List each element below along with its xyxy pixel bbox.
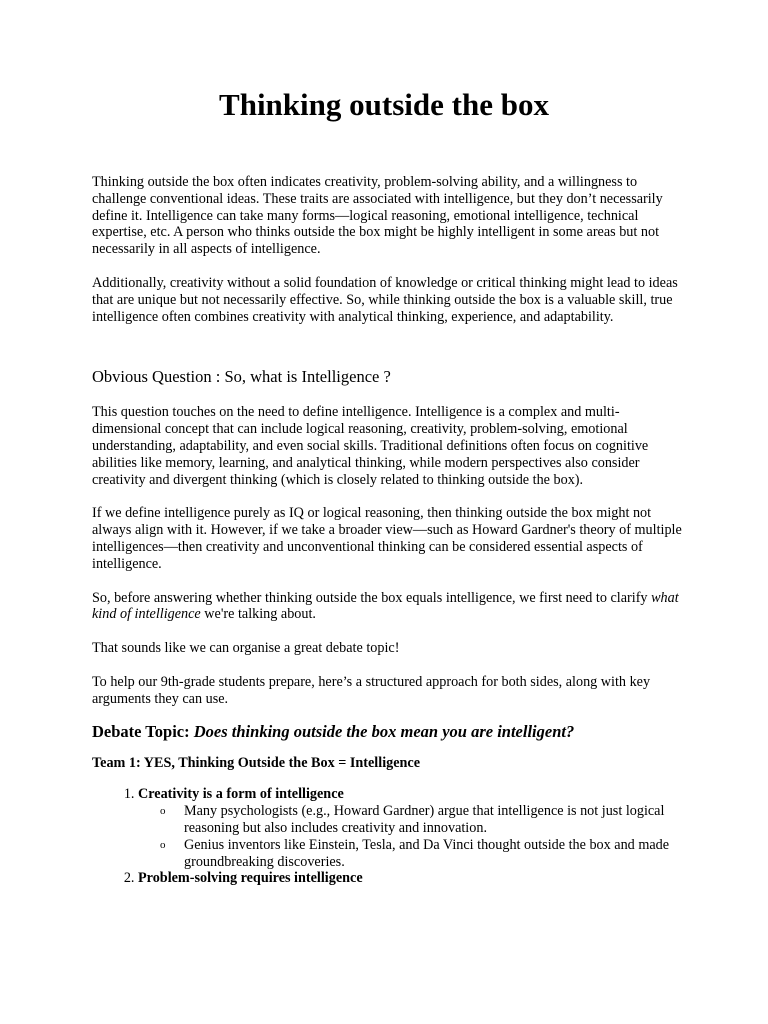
- bullet-circle-icon: o: [160, 805, 166, 818]
- paragraph-clarify: [92, 590, 686, 624]
- sub-point-text: Many psychologists (e.g., Howard Gardner) argue that intelligence is not just logical reasoning but also includes creativity and innovation.: [184, 803, 665, 836]
- argument-heading: Problem-solving requires intelligence: [138, 870, 363, 887]
- page-title: Thinking outside the box: [219, 87, 549, 122]
- heading-obvious-question: Obvious Question : So, what is Intelligence ?: [92, 367, 391, 387]
- clarify-text-after: we're talking about.: [200, 606, 316, 623]
- argument-heading: Creativity is a form of intelligence: [138, 786, 344, 803]
- team-1-arguments-list: [92, 786, 686, 887]
- sub-point: [138, 803, 686, 837]
- paragraph-additionally: Additionally, creativity without a solid foundation of knowledge or critical thinking might lead to ideas that are unique but not necessarily effective. So, while thinking outside the box is a valuable skill, true intelligence often combines creativity with analytical thinking, experience, and adaptability.: [92, 274, 678, 325]
- bullet-circle-icon: o: [160, 838, 166, 851]
- paragraph-intro: Thinking outside the box often indicates creativity, problem-solving ability, and a willingness to challenge conventional ideas. These traits are associated with intelligence, but they don’t necessarily define it. Intelligence can take many forms—logical reasoning, emotional intelligence, technical expertise, etc. A person who thinks outside the box might be highly intelligent in some areas but not necessarily in all aspects of intelligence.: [92, 174, 663, 258]
- heading-team-1: Team 1: YES, Thinking Outside the Box = Intelligence: [92, 754, 421, 771]
- sub-point: [138, 837, 686, 871]
- paragraph-structured-approach: To help our 9th-grade students prepare, here’s a structured approach for both sides, along with key arguments they can use.: [92, 673, 651, 707]
- heading-debate-topic: [92, 722, 686, 742]
- document-body: [92, 174, 686, 887]
- paragraph-iq: If we define intelligence purely as IQ or logical reasoning, then thinking outside the box might not always align with it. However, if we take a broader view—such as Howard Gardner's theory of multiple intelligences—then creativity and unconventional thinking can be considered essential aspects of intelligence.: [92, 505, 682, 572]
- debate-topic-label: Debate Topic:: [92, 721, 194, 741]
- argument-sub-list: [138, 803, 686, 870]
- argument-item: [138, 870, 686, 887]
- paragraph-debate-idea: That sounds like we can organise a great debate topic!: [92, 640, 400, 657]
- clarify-text-italic: what kind of intelligence: [92, 589, 679, 623]
- debate-topic-question: Does thinking outside the box mean you are intelligent?: [193, 721, 575, 741]
- paragraph-definition: This question touches on the need to define intelligence. Intelligence is a complex and multi-dimensional concept that can include logical reasoning, creativity, problem-solving, emotional understanding, adaptability, and even social skills. Traditional definitions often focus on cognitive abilities like memory, learning, and analytical thinking, while modern perspectives also consider creativity and divergent thinking (which is closely related to thinking outside the box).: [92, 404, 649, 488]
- clarify-text-before: So, before answering whether thinking outside the box equals intelligence, we first need to clarify: [92, 589, 652, 606]
- argument-item: [138, 786, 686, 870]
- sub-point-text: Genius inventors like Einstein, Tesla, and Da Vinci thought outside the box and made groundbreaking discoveries.: [184, 836, 670, 870]
